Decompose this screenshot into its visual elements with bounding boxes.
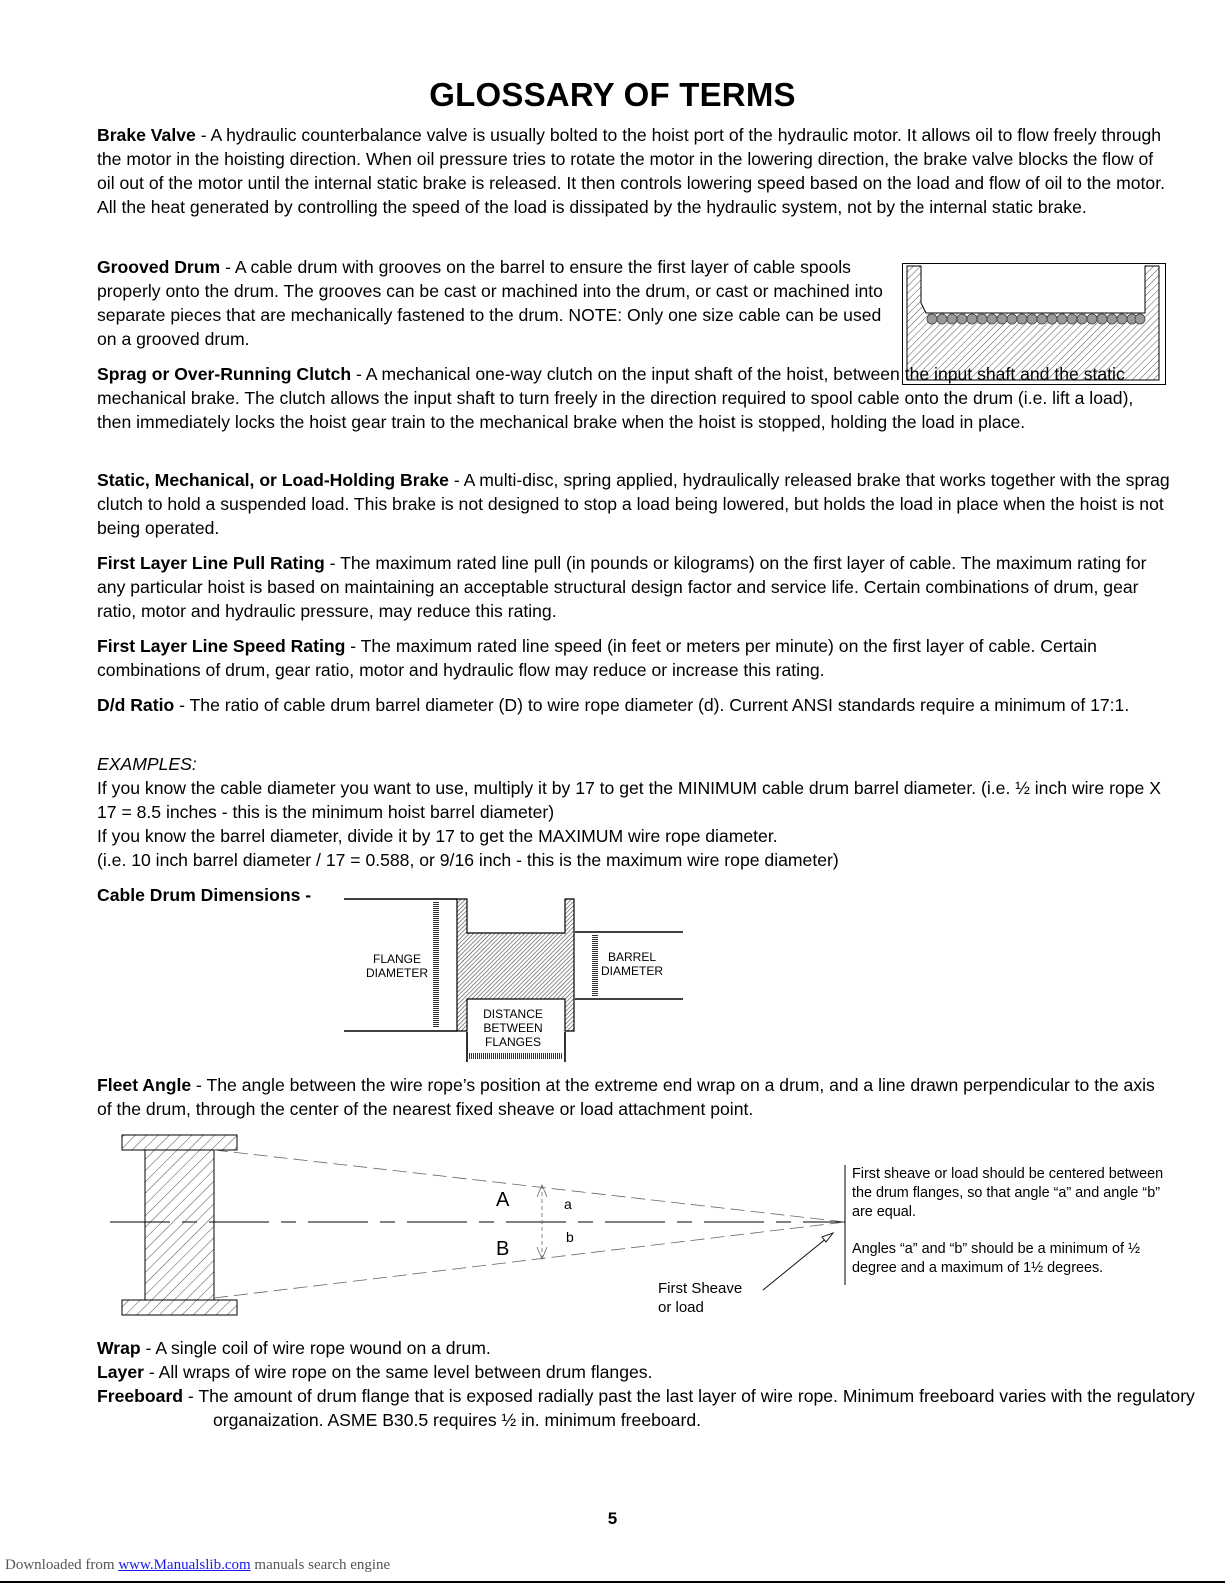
definition-brake-valve: - A hydraulic counterbalance valve is usually bolted to the hoist port of the hydraulic motor. It allows oil to flow freely through the motor in the hoisting direction. When oil pressure tries to rotate the motor in the lowering direction, the brake valve blocks the flow of oil out of the motor until the internal static brake is released. It then controls lowering speed based on the load and flow of oil to the motor. All the heat generated by controlling the speed of the load is dissipated by the hydraulic system, not by the internal static brake. [97, 125, 1165, 217]
examples-heading: EXAMPLES: [97, 754, 197, 774]
definition-dd-ratio: - The ratio of cable drum barrel diameter (D) to wire rope diameter (d). Current ANSI standards require a minimum of 17:1. [174, 695, 1130, 715]
example-line-3: (i.e. 10 inch barrel diameter / 17 = 0.588, or 9/16 inch - this is the maximum wire rope diameter) [97, 850, 839, 870]
footer-suffix: manuals search engine [250, 1557, 391, 1573]
entry-line-speed-rating [97, 634, 1172, 682]
first-sheave-label [658, 1279, 742, 1317]
definition-fleet-angle: - The angle between the wire rope’s position at the extreme end wrap on a drum, and a line drawn perpendicular to the axis of the drum, through the center of the nearest fixed sheave or load attachment point. [97, 1075, 1155, 1119]
term-fleet-angle: Fleet Angle [97, 1075, 192, 1095]
entry-freeboard [97, 1384, 1225, 1432]
fleet-angle-note-2: Angles “a” and “b” should be a minimum of ½ degree and a maximum of 1½ degrees. [852, 1241, 1140, 1276]
term-line-speed-rating: First Layer Line Speed Rating [97, 636, 346, 656]
barrel-label-line-2: DIAMETER [600, 964, 663, 978]
barrel-diameter-label [597, 950, 667, 978]
term-freeboard: Freeboard [97, 1386, 184, 1406]
definition-static-brake: - A multi-disc, spring applied, hydraulically released brake that works together with the sprag clutch to hold a suspended load. This brake is not designed to stop a load being lowered, but holds the load in place when the hoist is not being operated. [97, 470, 1170, 538]
example-line-2: If you know the barrel diameter, divide it by 17 to get the MAXIMUM wire rope diameter. [97, 826, 778, 846]
entry-sprag-clutch [97, 362, 1172, 434]
distance-between-flanges-label [472, 1007, 554, 1049]
term-grooved-drum: Grooved Drum [97, 257, 221, 277]
flange-label-line-2: DIAMETER [365, 966, 428, 980]
entry-line-pull-rating [97, 551, 1172, 623]
definition-line-pull-rating: - The maximum rated line pull (in pounds or kilograms) on the first layer of cable. The maximum rating for any particular hoist is based on maintaining an acceptable structural design factor and service life. Certain combinations of drum, gear ratio, motor and hydraulic pressure, may reduce this rating. [97, 553, 1147, 621]
fleet-angle-notes [852, 1165, 1170, 1278]
definition-grooved-drum: - A cable drum with grooves on the barrel to ensure the first layer of cable spools properly onto the drum. The grooves can be cast or machined into the drum, or cast or machined into separate pieces that are mechanically fastened to the drum. NOTE: Only one size cable can be used on a grooved drum. [97, 257, 883, 349]
entry-wrap [97, 1336, 1172, 1360]
definition-line-speed-rating: - The maximum rated line speed (in feet or meters per minute) on the first layer of cable. Certain combinations of drum, gear ratio, motor and hydraulic flow may reduce or increase this rating. [97, 636, 1097, 680]
footer-divider [0, 1581, 1225, 1583]
footer-prefix: Downloaded from [5, 1557, 119, 1573]
entry-grooved-drum [97, 255, 897, 351]
angle-label-B: B [496, 1238, 510, 1260]
manualslib-link[interactable]: www.Manualslib.com [118, 1557, 251, 1573]
flange-diameter-label [360, 952, 434, 980]
term-static-brake: Static, Mechanical, or Load-Holding Brake [97, 470, 449, 490]
term-dd-ratio: D/d Ratio [97, 695, 175, 715]
entry-cable-drum-dimensions [97, 883, 311, 907]
first-sheave-label-line-1: First Sheave [658, 1280, 743, 1297]
fleet-angle-diagram [100, 1125, 860, 1325]
term-brake-valve: Brake Valve [97, 125, 196, 145]
example-line-1: If you know the cable diameter you want to use, multiply it by 17 to get the MINIMUM cable drum barrel diameter. (i.e. ½ inch wire rope X 17 = 8.5 inches - this is the minimum hoist barrel diameter) [97, 778, 1161, 822]
term-cable-drum-dimensions: Cable Drum Dimensions - [97, 885, 312, 905]
definition-sprag-clutch: - A mechanical one-way clutch on the input shaft of the hoist, between the input shaft and the static mechanical brake. The clutch allows the input shaft to turn freely in the direction required to spool cable onto the drum (i.e. lift a load), then immediately locks the hoist gear train to the mechanical brake when the hoist is stopped, holding the load in place. [97, 364, 1134, 432]
examples-block [97, 752, 1172, 872]
page-number: 5 [607, 1509, 618, 1528]
term-sprag-clutch: Sprag or Over-Running Clutch [97, 364, 352, 384]
entry-static-brake [97, 468, 1172, 540]
term-wrap: Wrap [97, 1338, 141, 1358]
definition-freeboard: - The amount of drum flange that is exposed radially past the last layer of wire rope. Minimum freeboard varies with the regulatory organaization. ASME B30.5 requires ½ in. minimum freeboard. [183, 1386, 1195, 1430]
entry-fleet-angle [97, 1073, 1172, 1121]
entry-dd-ratio [97, 693, 1172, 717]
distance-label-line-1: DISTANCE [483, 1007, 543, 1021]
flange-label-line-1: FLANGE [372, 952, 421, 966]
definition-layer: - All wraps of wire rope on the same level between drum flanges. [143, 1362, 653, 1382]
distance-label-line-3: FLANGES [484, 1035, 541, 1049]
fleet-angle-note-1: First sheave or load should be centered between the drum flanges, so that angle “a” and angle “b” are equal. [852, 1166, 1164, 1220]
angle-label-a: a [564, 1196, 572, 1212]
page-title: GLOSSARY OF TERMS [429, 76, 796, 113]
first-sheave-label-line-2: or load [658, 1299, 704, 1316]
term-layer: Layer [97, 1362, 144, 1382]
angle-label-b: b [566, 1229, 574, 1245]
angle-label-A: A [496, 1189, 510, 1211]
term-line-pull-rating: First Layer Line Pull Rating [97, 553, 325, 573]
definition-wrap: - A single coil of wire rope wound on a drum. [140, 1338, 491, 1358]
entry-brake-valve [97, 123, 1172, 219]
barrel-label-line-1: BARREL [607, 950, 657, 964]
distance-label-line-2: BETWEEN [483, 1021, 543, 1035]
entry-layer [97, 1360, 1172, 1384]
footer [5, 1557, 390, 1574]
